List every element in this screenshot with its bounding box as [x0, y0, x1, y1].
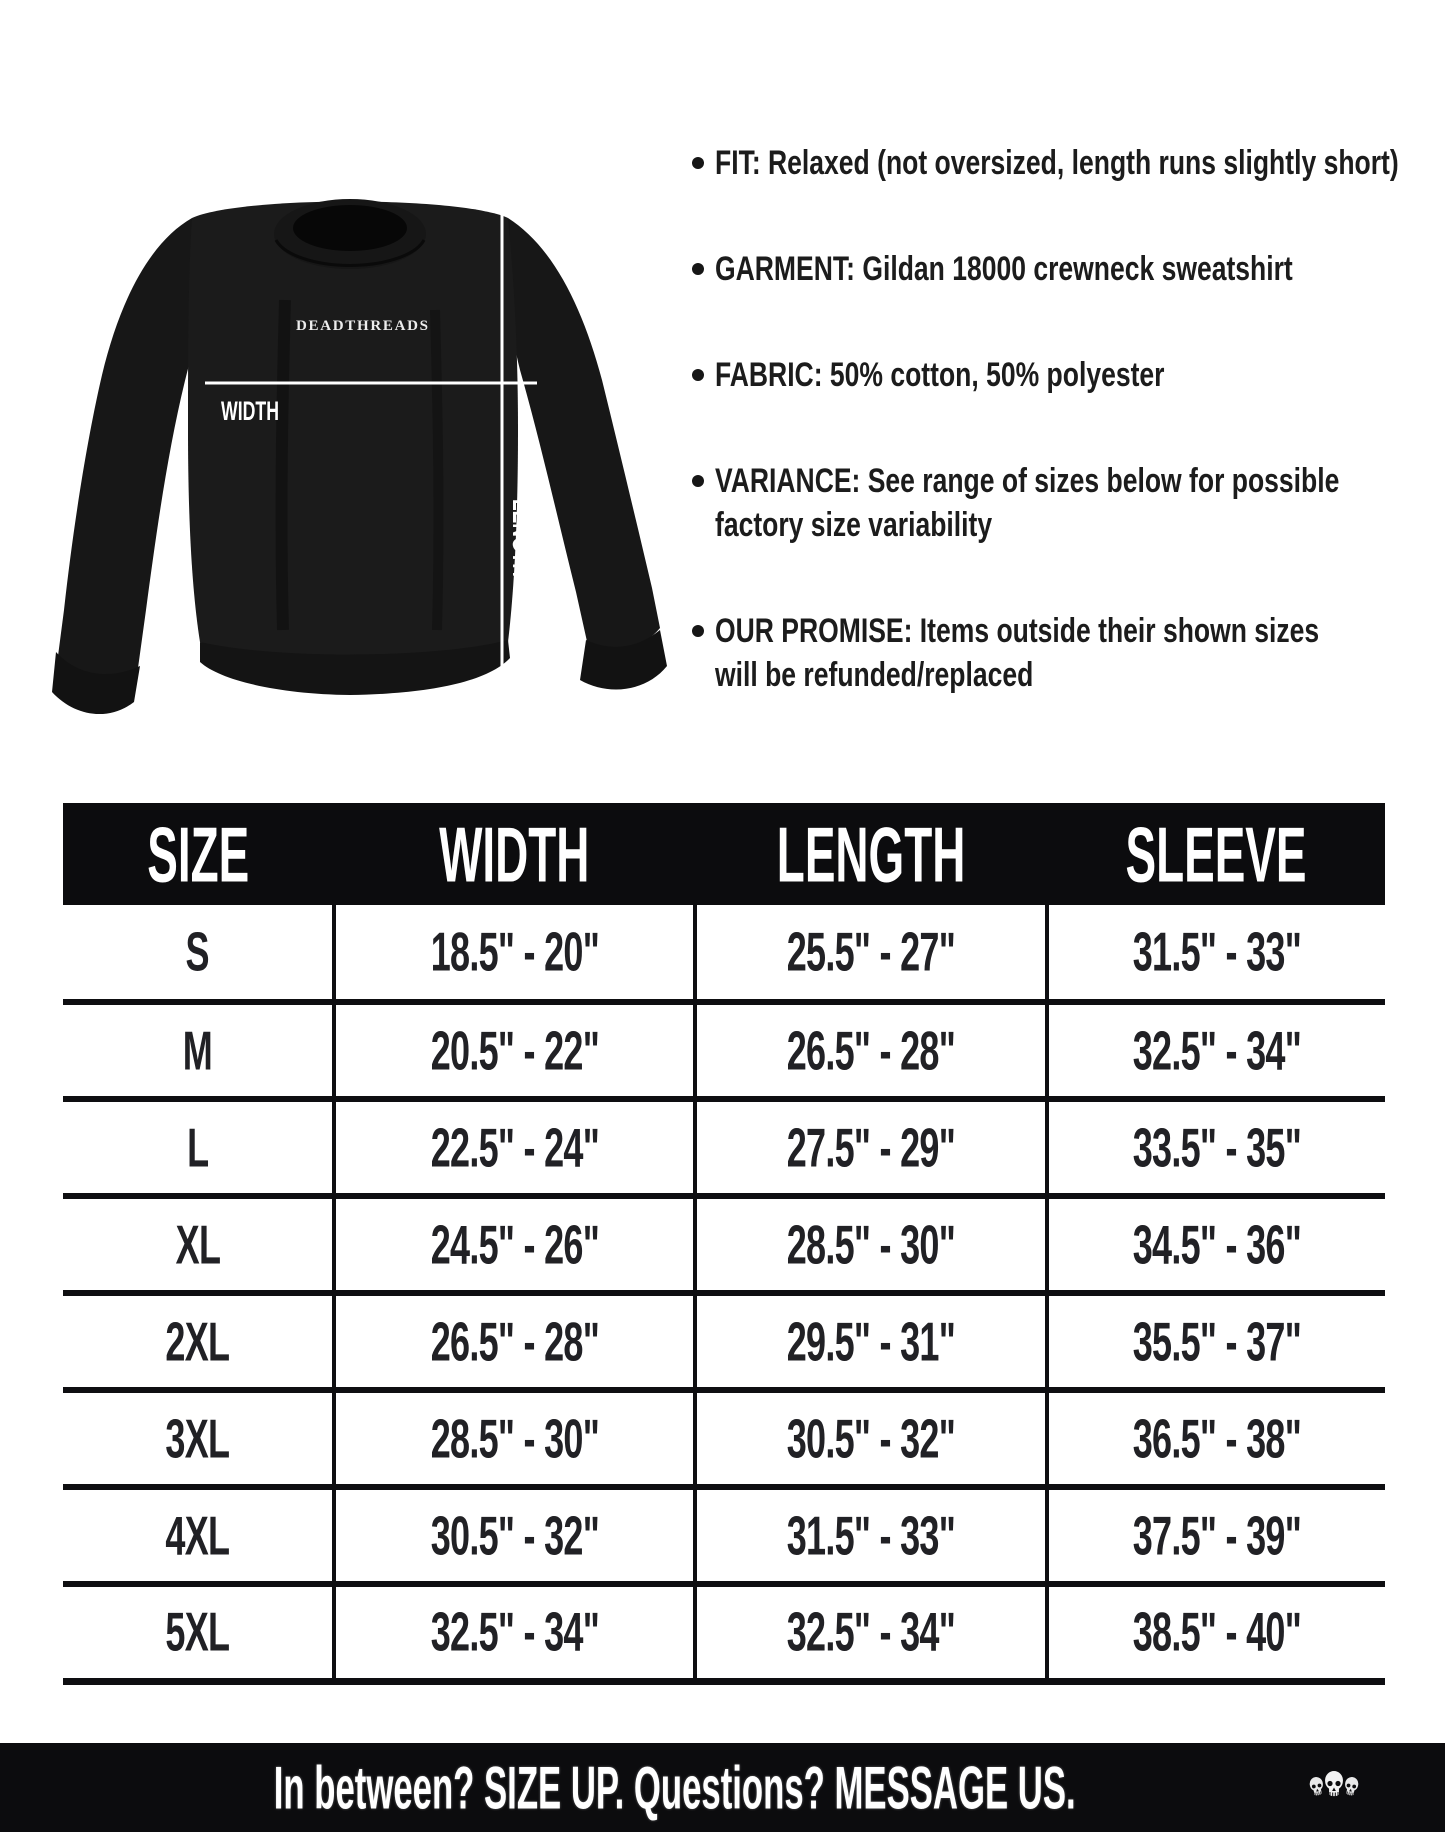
detail-item-fit [692, 141, 1432, 185]
detail-line: OUR PROMISE: Items outside their shown sizes [715, 612, 1320, 650]
detail-line: factory size variability [715, 506, 993, 544]
table-header-row [63, 803, 1385, 905]
sleeve-cell: 35.5" - 37" [1047, 1293, 1385, 1390]
length-cell: 26.5" - 28" [695, 1002, 1047, 1099]
width-measure-label: WIDTH [221, 396, 279, 426]
bullet-icon [692, 625, 704, 637]
sleeve-cell: 37.5" - 39" [1047, 1487, 1385, 1584]
sweatshirt-image [50, 190, 670, 730]
length-cell: 30.5" - 32" [695, 1390, 1047, 1487]
detail-item-variance [692, 459, 1432, 547]
column-header-size: SIZE [63, 803, 334, 905]
length-cell: 32.5" - 34" [695, 1584, 1047, 1681]
column-header-length: LENGTH [695, 803, 1047, 905]
sleeve-cell: 36.5" - 38" [1047, 1390, 1385, 1487]
length-cell: 29.5" - 31" [695, 1293, 1047, 1390]
table-row [63, 905, 1385, 1002]
detail-line: FIT: Relaxed (not oversized, length runs slightly short) [715, 144, 1399, 182]
table-row [63, 1487, 1385, 1584]
detail-text [715, 459, 1432, 547]
length-cell: 25.5" - 27" [695, 905, 1047, 1002]
width-cell: 24.5" - 26" [334, 1196, 695, 1293]
footer-bar [0, 1743, 1445, 1832]
product-details-list [692, 141, 1432, 759]
width-cell: 26.5" - 28" [334, 1293, 695, 1390]
column-header-sleeve: SLEEVE [1047, 803, 1385, 905]
size-cell: S [63, 905, 334, 1002]
width-cell: 20.5" - 22" [334, 1002, 695, 1099]
length-cell: 27.5" - 29" [695, 1099, 1047, 1196]
three-skulls-icon [1301, 1759, 1367, 1817]
size-cell: XL [63, 1196, 334, 1293]
length-cell: 28.5" - 30" [695, 1196, 1047, 1293]
size-cell: L [63, 1099, 334, 1196]
sleeve-cell: 38.5" - 40" [1047, 1584, 1385, 1681]
size-cell: 5XL [63, 1584, 334, 1681]
detail-text [715, 353, 1291, 397]
table-row [63, 1390, 1385, 1487]
detail-item-promise [692, 609, 1432, 697]
width-cell: 32.5" - 34" [334, 1584, 695, 1681]
length-measure-label: LENGTH [507, 499, 537, 610]
size-cell: 2XL [63, 1293, 334, 1390]
width-cell: 18.5" - 20" [334, 905, 695, 1002]
table-row [63, 1002, 1385, 1099]
sleeve-cell: 32.5" - 34" [1047, 1002, 1385, 1099]
table-row [63, 1099, 1385, 1196]
table-row [63, 1196, 1385, 1293]
detail-text [715, 141, 1432, 185]
sweatshirt-body [188, 199, 518, 695]
bullet-icon [692, 157, 704, 169]
detail-line: FABRIC: 50% cotton, 50% polyester [715, 356, 1165, 394]
column-header-width: WIDTH [334, 803, 695, 905]
brand-label: DEADTHREADS [296, 318, 428, 334]
bullet-icon [692, 263, 704, 275]
detail-line: GARMENT: Gildan 18000 crewneck sweatshirt [715, 250, 1293, 288]
footer-message: In between? SIZE UP. Questions? MESSAGE US. [274, 1753, 1076, 1822]
size-cell: 4XL [63, 1487, 334, 1584]
detail-text [715, 247, 1432, 291]
width-cell: 30.5" - 32" [334, 1487, 695, 1584]
length-cell: 31.5" - 33" [695, 1487, 1047, 1584]
size-cell: 3XL [63, 1390, 334, 1487]
product-photo [50, 190, 670, 730]
detail-line: VARIANCE: See range of sizes below for possible [715, 462, 1340, 500]
width-cell: 28.5" - 30" [334, 1390, 695, 1487]
bullet-icon [692, 475, 704, 487]
detail-item-fabric [692, 353, 1432, 397]
sleeve-cell: 33.5" - 35" [1047, 1099, 1385, 1196]
detail-item-garment [692, 247, 1432, 291]
detail-line: will be refunded/replaced [715, 656, 1034, 694]
sleeve-cell: 34.5" - 36" [1047, 1196, 1385, 1293]
bullet-icon [692, 369, 704, 381]
table-row [63, 1293, 1385, 1390]
size-chart-table [63, 803, 1385, 1685]
width-cell: 22.5" - 24" [334, 1099, 695, 1196]
sleeve-cell: 31.5" - 33" [1047, 905, 1385, 1002]
table-row [63, 1584, 1385, 1681]
size-cell: M [63, 1002, 334, 1099]
detail-text [715, 609, 1432, 697]
